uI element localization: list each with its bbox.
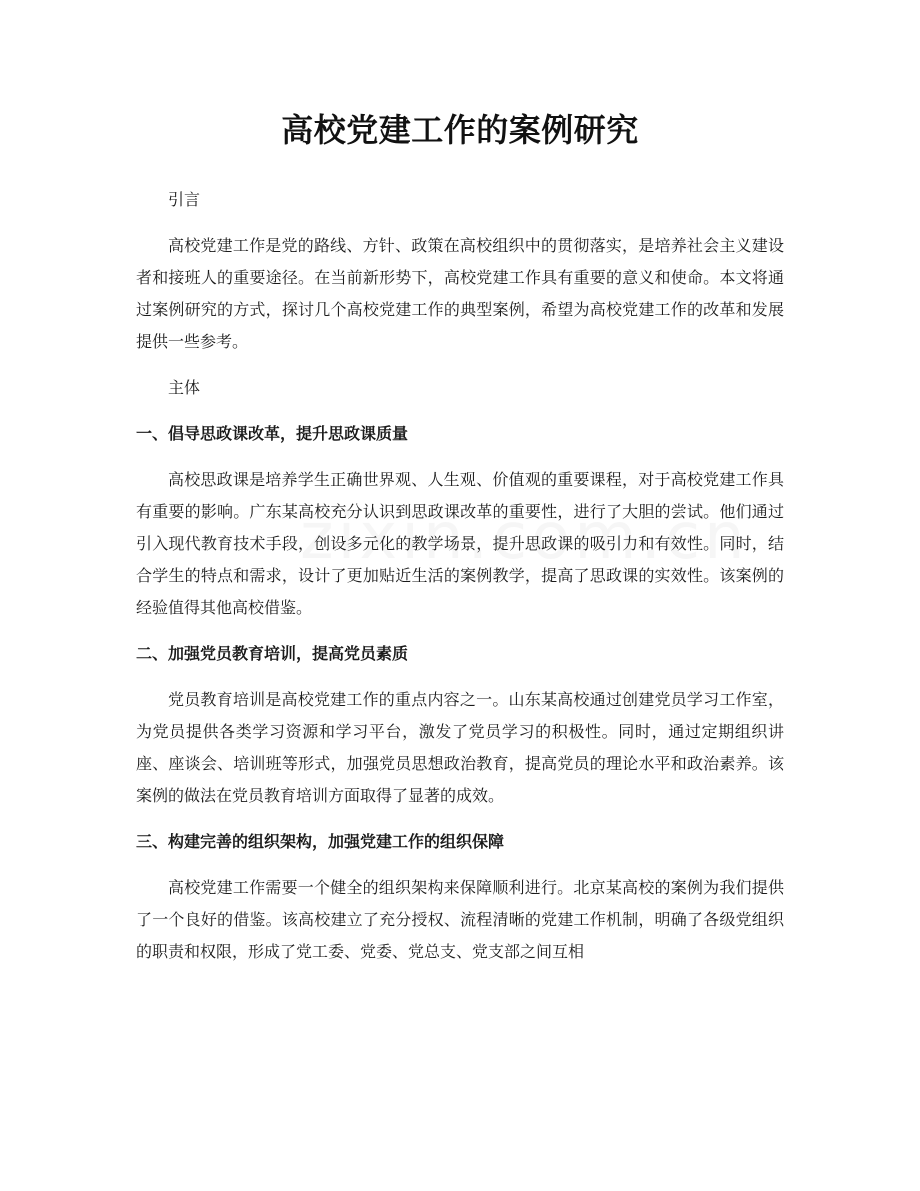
intro-paragraph: 高校党建工作是党的路线、方针、政策在高校组织中的贯彻落实，是培养社会主义建设者和接班人的重要途径。在当前新形势下，高校党建工作具有重要的意义和使命。本文将通过案例研究的方式，探讨几个高校党建工作的典型案例，希望为高校党建工作的改革和发展提供一些参考。: [136, 236, 784, 351]
section-paragraph-1: 高校思政课是培养学生正确世界观、人生观、价值观的重要课程，对于高校党建工作具有重要的影响。广东某高校充分认识到思政课改革的重要性，进行了大胆的尝试。他们通过引入现代教育技术手段，创设多元化的教学场景，提升思政课的吸引力和有效性。同时，结合学生的特点和需求，设计了更加贴近生活的案例教学，提高了思政课的实效性。该案例的经验值得其他高校借鉴。: [136, 470, 784, 617]
document-body: [136, 184, 784, 968]
section-paragraph-3: 高校党建工作需要一个健全的组织架构来保障顺利进行。北京某高校的案例为我们提供了一个良好的借鉴。该高校建立了充分授权、流程清晰的党建工作机制，明确了各级党组织的职责和权限，形成了党工委、党委、党总支、党支部之间互相: [136, 878, 784, 961]
section-heading-1: 一、倡导思政课改革，提升思政课质量: [136, 424, 409, 443]
section-paragraph-2: 党员教育培训是高校党建工作的重点内容之一。山东某高校通过创建党员学习工作室，为党员提供各类学习资源和学习平台，激发了党员学习的积极性。同时，通过定期组织讲座、座谈会、培训班等形式，加强党员思想政治教育，提高党员的理论水平和政治素养。该案例的做法在党员教育培训方面取得了显著的成效。: [136, 690, 784, 805]
section-heading-2: 二、加强党员教育培训，提高党员素质: [136, 644, 409, 663]
intro-label: 引言: [168, 190, 201, 209]
section-heading-3: 三、构建完善的组织架构，加强党建工作的组织保障: [136, 832, 505, 851]
body-label: 主体: [168, 378, 201, 397]
document-title: 高校党建工作的案例研究: [281, 111, 639, 149]
